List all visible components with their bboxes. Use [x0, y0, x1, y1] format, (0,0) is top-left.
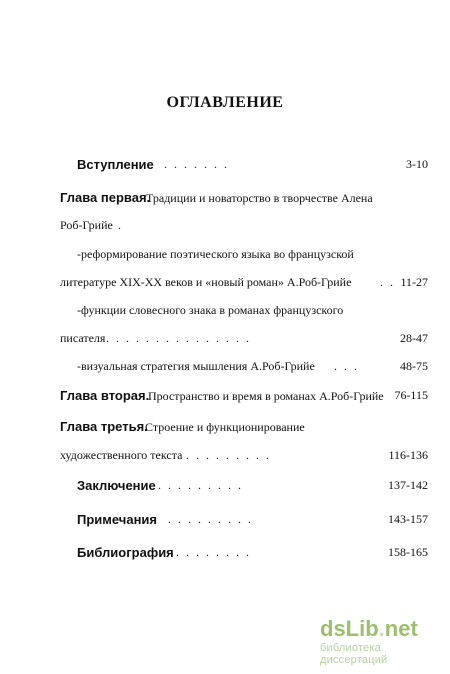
chapter1-heading: Глава первая. — [60, 190, 151, 205]
page-number: 48-75 — [400, 359, 428, 373]
page-number: 76-115 — [394, 388, 428, 402]
toc-entry-chapter2 — [0, 388, 450, 408]
dot-leader: . — [118, 218, 128, 232]
dot-leader: ............... — [106, 331, 256, 345]
page-number: 137-142 — [388, 478, 428, 492]
dot-leader: .. — [380, 275, 400, 289]
chapter1-title: Традиции и новаторство в творчестве Алена — [146, 191, 373, 205]
intro-label: Вступление — [77, 157, 154, 172]
toc-section — [0, 303, 450, 323]
toc-section — [0, 247, 450, 267]
watermark-subtitle: библиотека диссертаций — [320, 642, 388, 666]
toc-title: ОГЛАВЛЕНИЕ — [166, 94, 284, 111]
toc-entry-chapter3-cont — [0, 448, 450, 468]
toc-section-cont — [0, 275, 450, 295]
chapter2-title: Пространство и время в романах А.Роб-Грийе — [148, 389, 384, 403]
page-number: 28-47 — [400, 331, 428, 345]
watermark-logo-main: dsLib — [320, 616, 379, 641]
section-title-cont: литературе XIX-XX веков и «новый роман» А.Роб-Грийе — [60, 275, 352, 289]
section-title: -визуальная стратегия мышления А.Роб-Грийе — [77, 359, 315, 373]
section-title: -реформирование поэтического языка во французской — [77, 247, 354, 261]
bibliography-label: Библиография — [77, 545, 174, 560]
dot-leader: ......... — [158, 478, 248, 492]
notes-label: Примечания — [77, 512, 158, 527]
chapter3-title: Строение и функционирование — [145, 420, 305, 434]
page-number: 3-10 — [406, 157, 428, 171]
toc-entry-conclusion — [0, 478, 450, 498]
watermark-logo — [320, 618, 446, 640]
page-number: 11-27 — [400, 275, 428, 289]
watermark — [320, 618, 446, 666]
chapter2-heading: Глава вторая. — [60, 388, 150, 403]
dot-leader: ....... — [164, 157, 234, 171]
page-number: 143-157 — [388, 512, 428, 526]
watermark-logo-tld: net — [384, 616, 418, 641]
page-number: 158-165 — [388, 545, 428, 559]
dot-leader: ... — [334, 359, 364, 373]
dot-leader: ......... — [186, 448, 276, 462]
section-title-cont: писателя — [60, 331, 106, 345]
conclusion-label: Заключение — [77, 478, 156, 493]
dot-leader: ........ — [176, 545, 256, 559]
toc-entry-chapter3 — [0, 419, 450, 439]
watermark-logo-dot: . — [378, 616, 385, 641]
chapter3-title-cont: художественного текста — [60, 448, 183, 462]
toc-section-cont — [0, 331, 450, 351]
page-number: 116-136 — [388, 448, 428, 462]
section-title: -функции словесного знака в романах французского — [77, 303, 344, 317]
chapter3-heading: Глава третья. — [60, 419, 148, 434]
chapter1-title-cont: Роб-Грийе — [60, 218, 113, 232]
toc-entry-chapter1-cont — [0, 218, 450, 238]
toc-entry-chapter1 — [0, 190, 450, 210]
toc-entry-bibliography — [0, 545, 450, 565]
toc-entry-intro — [0, 157, 450, 177]
toc-entry-notes — [0, 512, 450, 532]
dot-leader: ......... — [168, 512, 258, 526]
toc-section — [0, 359, 450, 379]
